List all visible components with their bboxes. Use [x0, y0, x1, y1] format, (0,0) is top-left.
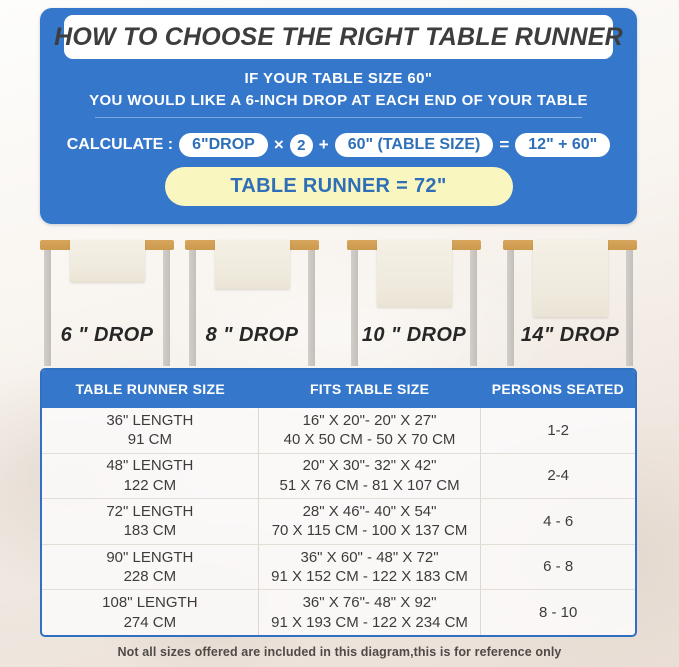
drop-figure-10in	[347, 240, 481, 366]
title-banner	[54, 15, 623, 59]
fits-cm: 51 X 76 CM - 81 X 107 CM	[279, 476, 460, 494]
persons-seated-cell: 8 - 10	[538, 603, 578, 621]
runner-size-cell	[42, 454, 258, 499]
calculate-label: CALCULATE :	[66, 136, 174, 153]
fits-cm: 70 X 115 CM - 100 X 137 CM	[271, 522, 468, 540]
fits-size-cell	[258, 590, 482, 635]
size-reference-table	[40, 368, 637, 637]
drop-label: 10 " DROP	[361, 324, 467, 346]
plus-sign: +	[318, 135, 329, 154]
persons-seated-cell: 2-4	[547, 467, 570, 485]
page-title: HOW TO CHOOSE THE RIGHT TABLE RUNNER	[54, 22, 623, 51]
drop-examples-section	[40, 240, 637, 366]
table-runner-drape	[533, 240, 608, 317]
intro-panel	[40, 8, 637, 224]
table-row	[42, 453, 635, 499]
runner-length-cm: 228 CM	[123, 568, 177, 586]
drop-label: 6 " DROP	[60, 324, 154, 346]
table-leg	[44, 249, 51, 366]
calculation-formula	[40, 129, 637, 161]
drop-figure-14in	[503, 240, 637, 366]
runner-result-pill: TABLE RUNNER = 72"	[165, 167, 513, 206]
fits-in: 16" X 20"- 20" X 27"	[302, 411, 437, 429]
multiplier-circle: 2	[290, 134, 313, 157]
fits-cm: 91 X 193 CM - 122 X 234 CM	[271, 613, 468, 631]
table-leg	[163, 249, 170, 366]
runner-length-in: 36" LENGTH	[106, 411, 194, 429]
fits-size-cell	[258, 454, 482, 499]
drop-label: 14" DROP	[520, 324, 620, 346]
table-row	[42, 408, 635, 453]
runner-size-cell	[42, 499, 258, 544]
subtitle-line2: YOU WOULD LIKE A 6-INCH DROP AT EACH END OF YOUR TABLE	[89, 92, 588, 109]
panel-divider	[95, 117, 582, 118]
equals-sign: =	[499, 135, 510, 154]
runner-length-cm: 183 CM	[123, 522, 177, 540]
column-header-persons-seated: PERSONS SEATED	[491, 381, 625, 397]
fits-in: 36" X 60" - 48" X 72"	[300, 548, 439, 566]
fits-in: 28" X 46"- 40" X 54"	[302, 502, 437, 520]
table-header-row	[42, 370, 635, 408]
table-size-pill: 60" (TABLE SIZE)	[335, 133, 494, 157]
sum-pill: 12" + 60"	[515, 133, 610, 157]
runner-length-in: 108" LENGTH	[102, 594, 198, 612]
table-body	[42, 408, 635, 635]
fits-size-cell	[258, 408, 482, 453]
subtitle-line1: IF YOUR TABLE SIZE 60"	[244, 70, 433, 87]
fits-in: 20" X 30"- 32" X 42"	[302, 457, 437, 475]
table-runner-drape	[70, 240, 145, 282]
table-leg	[626, 249, 633, 366]
fits-size-cell	[258, 499, 482, 544]
disclaimer-note: Not all sizes offered are included in this diagram,this is for reference only	[117, 645, 562, 659]
runner-size-cell	[42, 590, 258, 635]
table-leg	[308, 249, 315, 366]
fits-cm: 40 X 50 CM - 50 X 70 CM	[283, 431, 456, 449]
runner-length-in: 72" LENGTH	[106, 502, 194, 520]
runner-size-cell	[42, 545, 258, 590]
runner-length-in: 48" LENGTH	[106, 457, 194, 475]
table-leg	[507, 249, 514, 366]
fits-size-cell	[258, 545, 482, 590]
table-runner-drape	[215, 240, 290, 289]
table-leg	[189, 249, 196, 366]
runner-length-cm: 122 CM	[123, 476, 177, 494]
fits-cm: 91 X 152 CM - 122 X 183 CM	[271, 568, 468, 586]
column-header-fits-table-size: FITS TABLE SIZE	[309, 381, 430, 397]
runner-length-cm: 91 CM	[127, 431, 172, 449]
table-leg	[470, 249, 477, 366]
drop-label: 8 " DROP	[205, 324, 299, 346]
times-sign: ×	[273, 135, 284, 154]
table-row	[42, 589, 635, 635]
table-leg	[351, 249, 358, 366]
column-header-runner-size: TABLE RUNNER SIZE	[75, 381, 225, 397]
persons-seated-cell: 1-2	[547, 421, 570, 439]
drop-value-pill: 6"DROP	[179, 133, 268, 157]
runner-size-cell	[42, 408, 258, 453]
fits-in: 36" X 76"- 48" X 92"	[302, 594, 437, 612]
table-runner-drape	[377, 240, 452, 307]
table-row	[42, 498, 635, 544]
drop-figure-8in	[185, 240, 319, 366]
table-row	[42, 544, 635, 590]
persons-seated-cell: 4 - 6	[543, 512, 574, 530]
persons-seated-cell: 6 - 8	[543, 558, 574, 576]
runner-length-cm: 274 CM	[123, 613, 177, 631]
runner-length-in: 90" LENGTH	[106, 548, 194, 566]
drop-figure-6in	[40, 240, 174, 366]
